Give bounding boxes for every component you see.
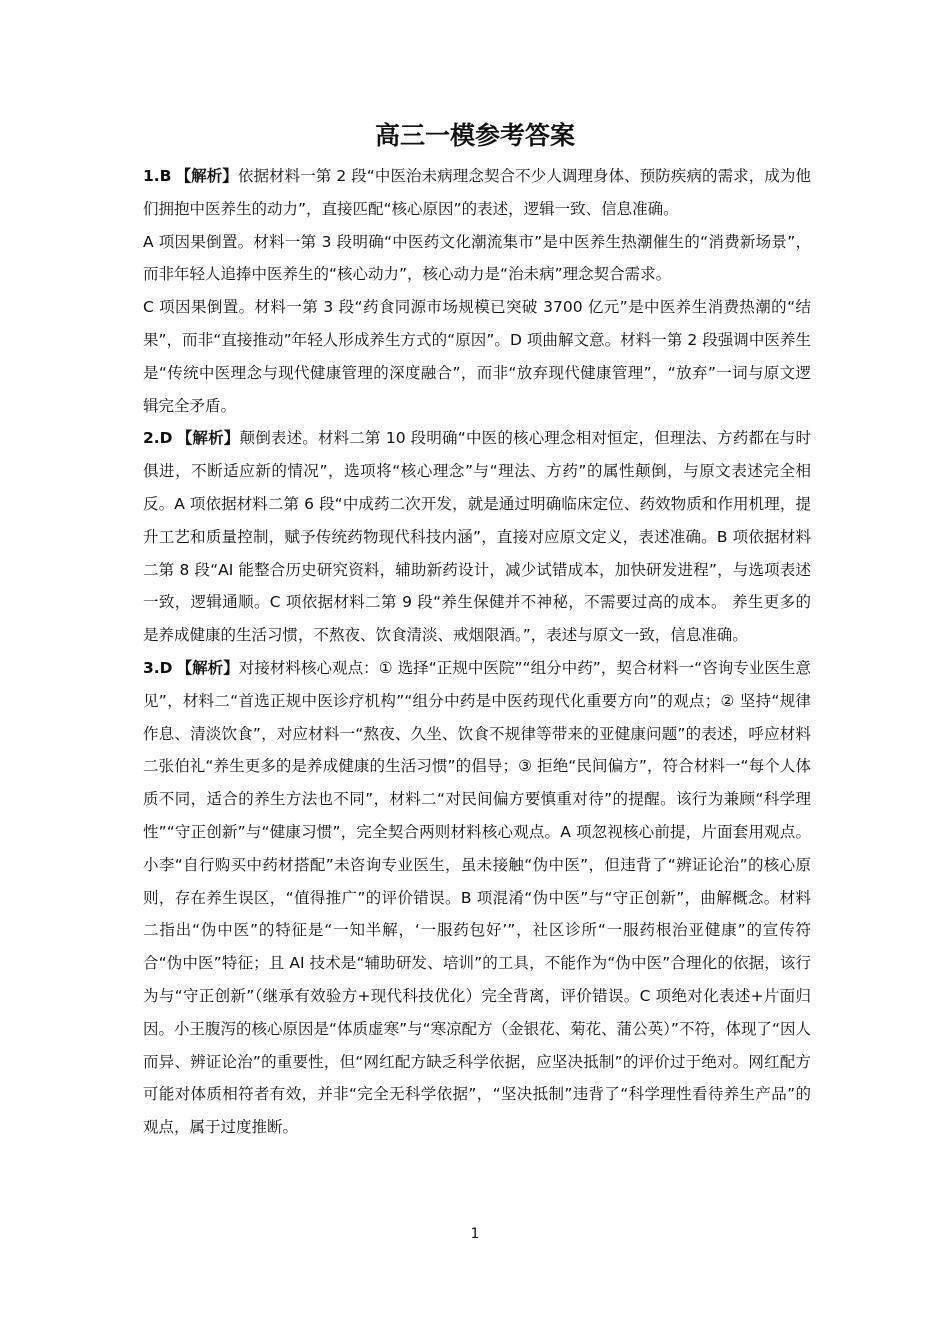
- page-number: 1: [470, 1226, 480, 1242]
- answer-content: [143, 160, 811, 1144]
- answer-1-paragraph-2: A 项因果倒置。材料一第 3 段明确“中医药文化潮流集市”是中医养生热潮催生的“消费新场景”，而非年轻人追捧中医养生的“核心动力”，核心动力是“治未病”理念契合需求。: [143, 232, 811, 284]
- answer-1-paragraph-1: [143, 160, 811, 226]
- answer-2-paragraph-1: [143, 422, 811, 652]
- answer-3-analysis-tag: 【解析】: [176, 658, 239, 677]
- answer-1-analysis-tag: 【解析】: [175, 167, 238, 185]
- answer-1-paragraph-3: C 项因果倒置。材料一第 3 段“药食同源市场规模已突破 3700 亿元”是中医养生消费热潮的“结果”，而非“直接推动”年轻人形成养生方式的“原因”。D 项曲解文意。材料一第 2 段强调中医养生是“传统中医理念与现代健康管理的深度融合”，而非“放弃现代健康管理”，“放弃”一词与原文逻辑完全矛盾。: [143, 298, 811, 415]
- answer-2-analysis-tag: 【解析】: [176, 429, 240, 448]
- answer-2-label: 2.D: [143, 429, 173, 448]
- answer-3-text-1: 对接材料核心观点：① 选择“正规中医院”“组分中药”，契合材料一“咨询专业医生意见”，材料二“首选正规中医诊疗机构”“组分中药是中医药现代化重要方向”的观点；② 坚持“规律作息、清淡饮食”，对应材料一“熬夜、久坐、饮食不规律等带来的亚健康问题”的表述，呼应材料二张伯礼“养生更多的是养成健康的生活习惯”的倡导；③ 拒绝“民间偏方”，符合材料一“每个人体质不同，适合的养生方法也不同”，材料二“对民间偏方要慎重对待”的提醒。该行为兼顾“科学理性”“守正创新”与“健康习惯”，完全契合两则材料核心观点。A 项忽视核心前提，片面套用观点。小李“自行购买中药材搭配”未咨询专业医生，虽未接触“伪中医”，但违背了“辨证论治”的核心原则，存在养生误区，“值得推广”的评价错误。B 项混淆“伪中医”与“守正创新”，曲解概念。材料二指出“伪中医”的特征是“一知半解，‘一服药包好’”，社区诊所“一服药根治亚健康”的宣传符合“伪中医”特征；且 AI 技术是“辅助研发、培训”的工具，不能作为“伪中医”合理化的依据，该行为与“守正创新”（继承有效验方+现代科技优化）完全背离，评价错误。C 项绝对化表述+片面归因。小王腹泻的核心原因是“体质虚寒”与“寒凉配方（金银花、菊花、蒲公英）”不符，体现了“因人而异、辨证论治”的重要性，但“网红配方缺乏科学依据，应坚决抵制”的评价过于绝对。网红配方可能对体质相符者有效，并非“完全无科学依据”，“坚决抵制”违背了“科学理性看待养生产品”的观点，属于过度推断。: [143, 658, 811, 1137]
- page-title: 高三一模参考答案: [374, 121, 575, 150]
- answer-1-label: 1.B: [143, 167, 172, 185]
- answer-3-label: 3.D: [143, 658, 173, 677]
- answer-2-text-1: 颠倒表述。材料二第 10 段明确“中医的核心理念相对恒定，但理法、方药都在与时俱进，不断适应新的情况”，选项将“核心理念”与“理法、方药”的属性颠倒，与原文表述完全相反。A 项依据材料二第 6 段“中成药二次开发，就是通过明确临床定位、药效物质和作用机理，提升工艺和质量控制，赋予传统药物现代科技内涵”，直接对应原文定义，表述准确。B 项依据材料二第 8 段“AI 能整合历史研究资料，辅助新药设计，减少试错成本，加快研发进程”，与选项表述一致，逻辑通顺。C 项依据材料二第 9 段“养生保健并不神秘，不需要过高的成本。 养生更多的是养成健康的生活习惯，不熬夜、饮食清淡、戒烟限酒。”，表述与原文一致，信息准确。: [143, 429, 811, 645]
- answer-3-paragraph-1: [143, 652, 811, 1144]
- answer-1-text-1: 依据材料一第 2 段“中医治未病理念契合不少人调理身体、预防疾病的需求，成为他们拥抱中医养生的动力”，直接匹配“核心原因”的表述，逻辑一致、信息准确。: [143, 167, 811, 218]
